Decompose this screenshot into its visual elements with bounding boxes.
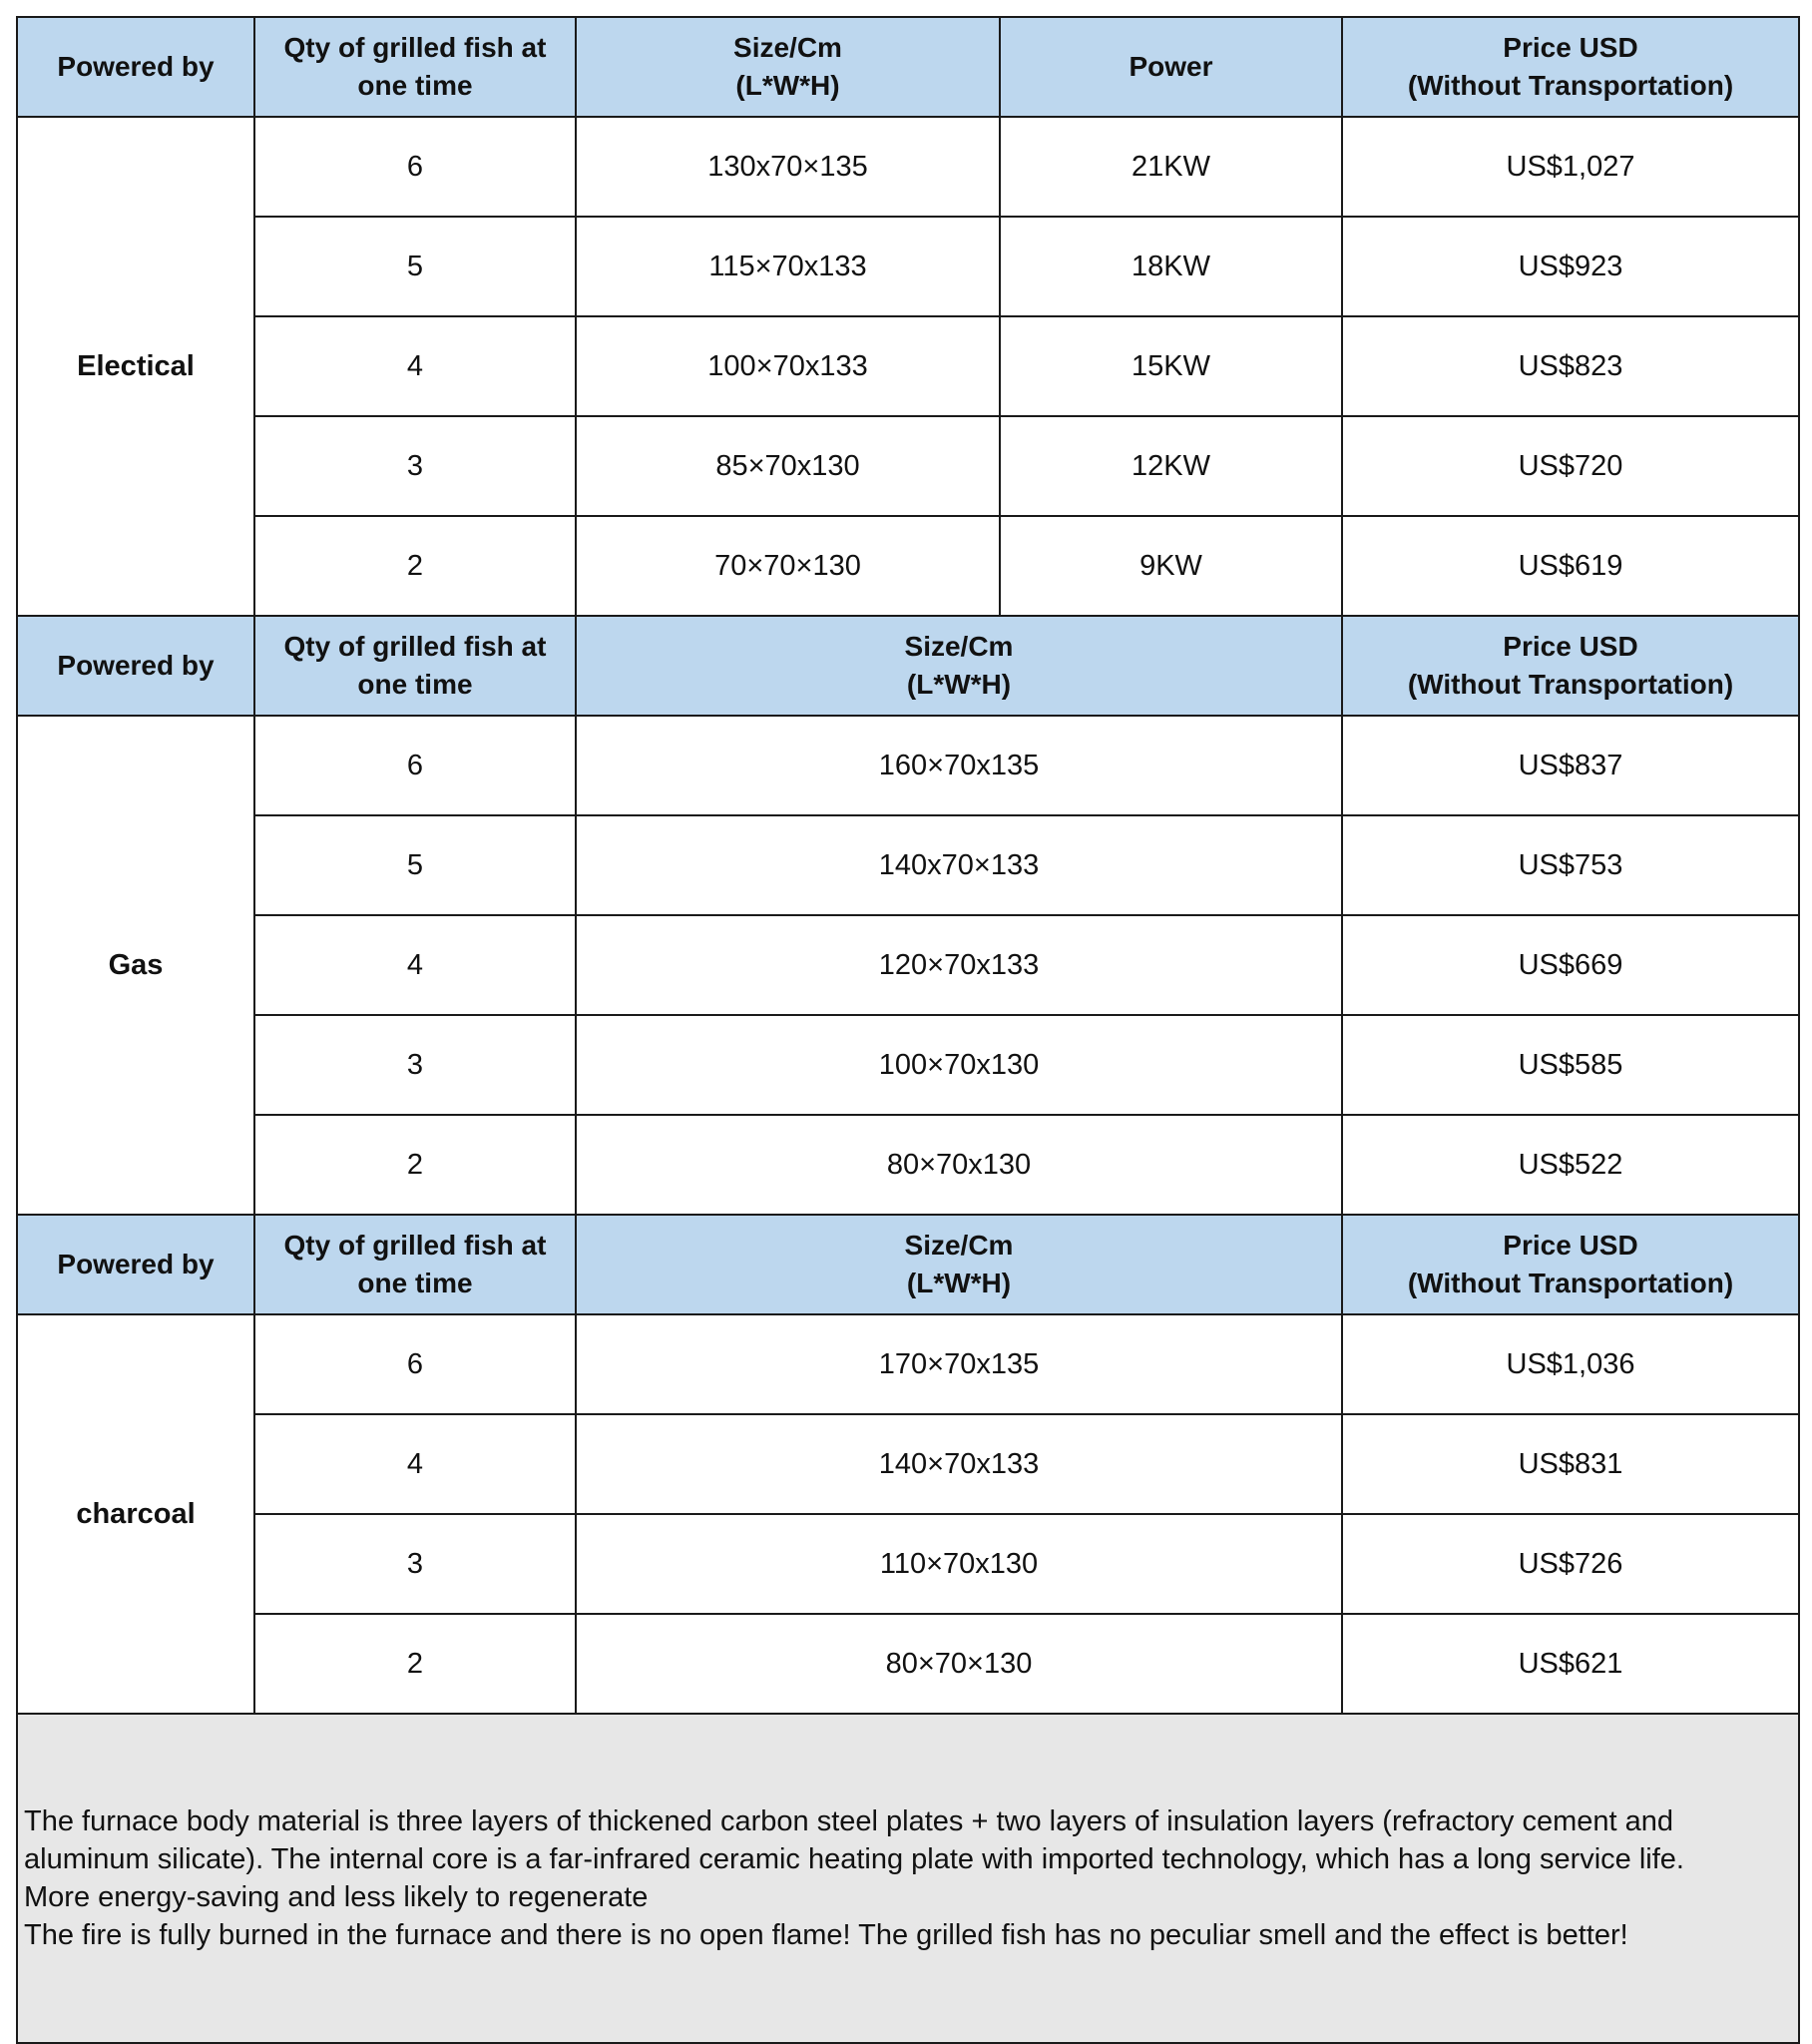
price-cell: US$837	[1342, 716, 1799, 815]
table-row	[17, 1514, 1799, 1614]
size-cell: 80×70×130	[576, 1614, 1342, 1714]
header-size-line2: (L*W*H)	[906, 1268, 1012, 1298]
power-cell: 18KW	[1000, 217, 1342, 316]
note-row	[17, 1714, 1799, 2043]
price-cell: US$619	[1342, 516, 1799, 616]
qty-cell: 5	[254, 217, 576, 316]
table-row	[17, 1314, 1799, 1414]
table-row	[17, 1015, 1799, 1115]
table-row	[17, 316, 1799, 416]
table-row	[17, 815, 1799, 915]
note-line-2: aluminum silicate). The internal core is a far-infrared ceramic heating plate with imported technology, which has a long service life.	[24, 1843, 1684, 1875]
header-qty	[254, 1215, 576, 1314]
header-powered-by: Powered by	[17, 17, 254, 117]
price-table	[16, 16, 1800, 2044]
header-size-line1: Size/Cm	[904, 631, 1014, 662]
note-line-1: The furnace body material is three layers of thickened carbon steel plates + two layers of insulation layers (refractory cement and	[24, 1805, 1674, 1837]
table-row	[17, 416, 1799, 516]
header-price	[1342, 1215, 1799, 1314]
header-price	[1342, 17, 1799, 117]
header-powered-by: Powered by	[17, 1215, 254, 1314]
qty-cell: 3	[254, 1015, 576, 1115]
qty-cell: 2	[254, 1614, 576, 1714]
table-row	[17, 117, 1799, 217]
qty-cell: 5	[254, 815, 576, 915]
size-cell: 85×70x130	[576, 416, 1000, 516]
price-cell: US$621	[1342, 1614, 1799, 1714]
qty-cell: 4	[254, 915, 576, 1015]
size-cell: 130x70×135	[576, 117, 1000, 217]
qty-cell: 6	[254, 1314, 576, 1414]
qty-cell: 6	[254, 117, 576, 217]
gas-header-row	[17, 616, 1799, 716]
qty-cell: 2	[254, 1115, 576, 1215]
size-cell: 70×70×130	[576, 516, 1000, 616]
price-cell: US$522	[1342, 1115, 1799, 1215]
price-cell: US$585	[1342, 1015, 1799, 1115]
table-row	[17, 516, 1799, 616]
header-price-line1: Price USD	[1503, 631, 1638, 662]
power-cell: 21KW	[1000, 117, 1342, 217]
price-cell: US$753	[1342, 815, 1799, 915]
header-price-line1: Price USD	[1503, 32, 1638, 63]
header-price-line2: (Without Transportation)	[1407, 70, 1734, 101]
power-cell: 15KW	[1000, 316, 1342, 416]
electric-header-row	[17, 17, 1799, 117]
header-price	[1342, 616, 1799, 716]
size-cell: 140×70x133	[576, 1414, 1342, 1514]
header-qty	[254, 616, 576, 716]
table-row	[17, 1414, 1799, 1514]
header-size-line1: Size/Cm	[904, 1230, 1014, 1261]
qty-cell: 4	[254, 316, 576, 416]
size-cell: 160×70x135	[576, 716, 1342, 815]
power-source-gas: Gas	[17, 716, 254, 1215]
header-size	[576, 1215, 1342, 1314]
power-source-electric: Electical	[17, 117, 254, 616]
size-cell: 120×70x133	[576, 915, 1342, 1015]
header-price-line2: (Without Transportation)	[1407, 669, 1734, 700]
charcoal-header-row	[17, 1215, 1799, 1314]
header-qty-text: Qty of grilled fish at one time	[283, 631, 547, 700]
price-cell: US$831	[1342, 1414, 1799, 1514]
header-price-line2: (Without Transportation)	[1407, 1268, 1734, 1298]
size-cell: 80×70x130	[576, 1115, 1342, 1215]
price-cell: US$923	[1342, 217, 1799, 316]
header-qty	[254, 17, 576, 117]
header-size-line2: (L*W*H)	[906, 669, 1012, 700]
size-cell: 140x70×133	[576, 815, 1342, 915]
power-cell: 12KW	[1000, 416, 1342, 516]
power-source-charcoal: charcoal	[17, 1314, 254, 1714]
price-cell: US$720	[1342, 416, 1799, 516]
price-cell: US$669	[1342, 915, 1799, 1015]
header-powered-by: Powered by	[17, 616, 254, 716]
header-power: Power	[1000, 17, 1342, 117]
price-cell: US$726	[1342, 1514, 1799, 1614]
table-row	[17, 716, 1799, 815]
size-cell: 100×70x130	[576, 1015, 1342, 1115]
price-sheet	[16, 16, 1798, 2044]
qty-cell: 6	[254, 716, 576, 815]
note-line-3: More energy-saving and less likely to regenerate	[24, 1881, 649, 1913]
header-size-line2: (L*W*H)	[735, 70, 840, 101]
table-row	[17, 1614, 1799, 1714]
header-qty-text: Qty of grilled fish at one time	[283, 1230, 547, 1298]
product-note	[17, 1714, 1799, 2043]
header-size	[576, 17, 1000, 117]
qty-cell: 3	[254, 416, 576, 516]
power-cell: 9KW	[1000, 516, 1342, 616]
qty-cell: 2	[254, 516, 576, 616]
size-cell: 115×70x133	[576, 217, 1000, 316]
table-row	[17, 915, 1799, 1015]
qty-cell: 3	[254, 1514, 576, 1614]
table-row	[17, 1115, 1799, 1215]
size-cell: 100×70x133	[576, 316, 1000, 416]
price-cell: US$1,027	[1342, 117, 1799, 217]
note-line-4: The fire is fully burned in the furnace and there is no open flame! The grilled fish has no peculiar smell and the effect is better!	[24, 1919, 1628, 1951]
header-size-line1: Size/Cm	[733, 32, 842, 63]
table-row	[17, 217, 1799, 316]
size-cell: 110×70x130	[576, 1514, 1342, 1614]
size-cell: 170×70x135	[576, 1314, 1342, 1414]
qty-cell: 4	[254, 1414, 576, 1514]
header-price-line1: Price USD	[1503, 1230, 1638, 1261]
price-cell: US$823	[1342, 316, 1799, 416]
price-cell: US$1,036	[1342, 1314, 1799, 1414]
header-qty-text: Qty of grilled fish at one time	[283, 32, 547, 101]
header-size	[576, 616, 1342, 716]
